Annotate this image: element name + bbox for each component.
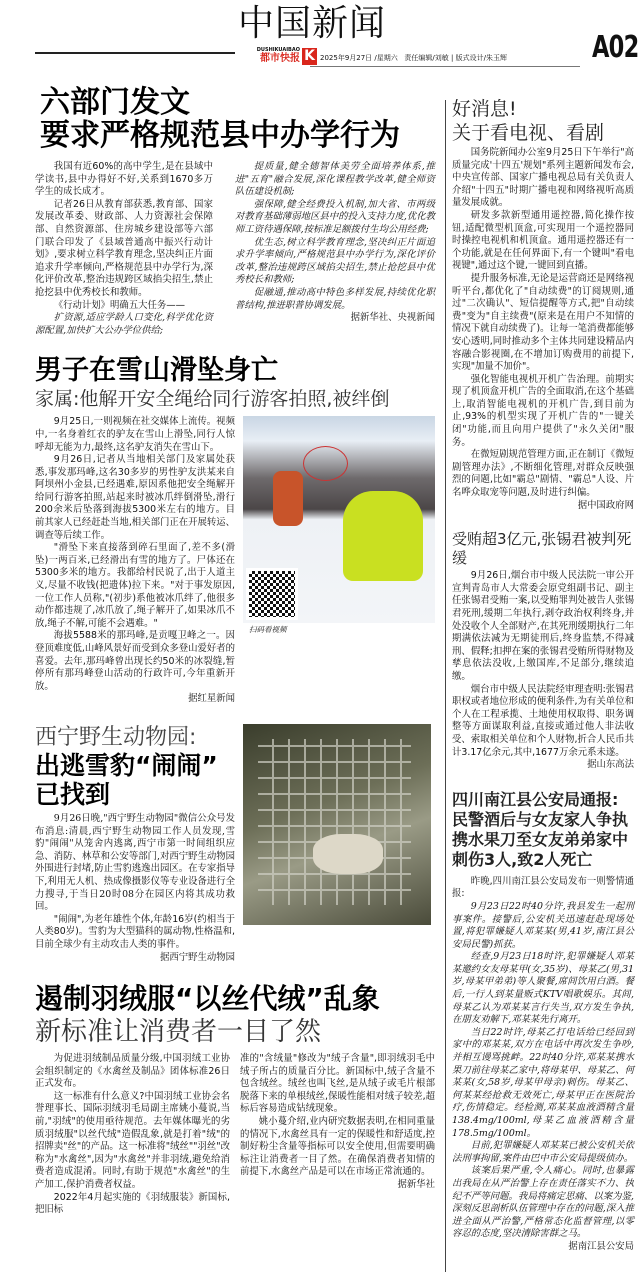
snow-leopard-photo [243, 724, 431, 925]
mountain-photo [243, 416, 435, 623]
subheadline: 新标准让消费者一目了然 [35, 1017, 322, 1048]
article-snow-leopard [35, 724, 435, 964]
paragraph: 强化智能电视机开机广告治理。前期实现了机顶盒开机广告的全面取消,在这个基础上,取消智能电视机的开机广告,到目前为止,93%的机型实现了开机广告的"一键关闭"功能,而且向用户提供了"永久关闭"服务。 [452, 373, 634, 448]
paragraph: "闹闹",为老年雄性个体,年龄16岁(约相当于人类80岁)。雪豹为大型猫科的属动物,性格温和,目前全球少有主动攻击人类的事件。 [35, 913, 235, 950]
article-snow-mountain [35, 355, 435, 706]
paragraph: 昨晚,四川南江县公安局发布一则警情通报: [452, 875, 634, 900]
paragraph: 国务院新闻办公室9月25日下午举行"高质量完成'十四五'规划"系列主题新闻发布会,中央宣传部、国家广播电视总局有关负责人介绍"十四五"时期广播电视和网络视听高质量发展成就。 [452, 147, 634, 209]
headline-block [452, 790, 634, 870]
paragraph: 扩资源,适应学龄人口变化,科学优化资源配置,加快扩大公办学位供给; [35, 312, 213, 336]
paragraph: 强保障,健全经费投入机制,加大省、市两级对教育基础薄弱地区县中的投入支持力度,优化教师工资待遇保障,按标准足额拨付生均公用经费; [235, 198, 435, 235]
paragraph: 烟台市中级人民法院经审理查明:张锡君职权或者地位形成的便利条件,为有关单位和个人在工程承揽、土地使用权取得、职务调整等方面谋取利益,直接或通过他人非法收受、索取相关单位和个人财物,折合人民币共计3.17亿余元,其中,1677万余元系未遂。 [452, 683, 634, 758]
paragraph: 海拔5588米的那玛峰,是贡嘎卫峰之一。因登顶难度低,山峰风景好而受到众多登山爱好者的喜爱。去年,那玛峰曾出现长约50米的冰裂缝,暂停所有那玛峰登山活动的行政许可,今年重新开放。 [35, 630, 235, 692]
logo-letter: K [304, 48, 315, 64]
paragraph: 姚小蔓介绍,业内研究数据表明,在相同重量的情况下,水禽丝具有一定的保暖性和舒适度,控制好粉尘含量等指标可以安全使用,但需要明确标注让消费者一目了然。在确保消费者知情的前提下,水禽丝产品是可以在市场正常流通的。 [240, 1116, 435, 1178]
paragraph: 提质量,健全德智体美劳全面培养体系,推进"五育"融合发展,深化课程教学改革,健全师资队伍建设机制; [235, 161, 435, 198]
paragraph: 该案后果严重,令人痛心。同时,也暴露出我局在从严治警上存在责任落实不力、执纪不严等问题。我局将痛定思痛、以案为鉴,深刻反思剖析队伍管理中存在的问题,深入推进全面从严治警,严格常态化监督管理,以零容忍的态度,坚决清除害群之马。 [452, 1165, 634, 1240]
source-credit: 据南江县公安局 [568, 1240, 634, 1252]
article-bribery [452, 530, 634, 772]
paragraph: 促融通,推动高中特色多样发展,持续优化职普结构,推进职普协调发展。 [235, 286, 435, 311]
headline: 遏制羽绒服“以丝代绒”乱象 [35, 982, 380, 1016]
article-body [35, 813, 235, 952]
headline: 受贿超3亿元,张锡君被判死缓 [452, 530, 632, 568]
headline: 关于看电视、看剧 [452, 122, 605, 144]
headline: 六部门发文 [40, 85, 190, 120]
article-body [452, 147, 634, 512]
paragraph: 9月23日22时40分许,我县发生一起刑事案件。接警后,公安机关迅速赶赴现场处置,将犯罪嫌疑人邓某某(男,41岁,南江县公安局民警)抓获。 [452, 900, 634, 950]
paper-logo [302, 48, 317, 65]
paragraph: 提升服务标准,无论是运营商还是网络视听平台,都优化了"自动续费"的订阅规则,通过"二次确认"、短信提醒等方式,把"自动续费"变为"自主续费"(原来是在用户不知情的情况下就自动续费了)。让每一笔消费都能够安心透明,同时推动多个主体共同建设精品内容融合影视圈,在不增加订购费用的前提下,实现"加量不加价"。 [452, 272, 634, 373]
section-title: 中国新闻 [238, 3, 387, 44]
paragraph: 9月26日,烟台市中级人民法院一审公开宣判青岛市人大常委会原党组副书记、副主任张锡君受贿一案,以受贿罪判处被告人张锡君死刑,缓期二年执行,剥夺政治权利终身,并处没收个人全部财产,在其死刑缓期执行二年期满依法减为无期徒刑后,终身监禁,不得减刑、假释;扣押在案的张锡君受贿所得财物及孳息依法没收,上缴国库,不足部分,继续追缴。 [452, 570, 634, 682]
paragraph: 我国有近60%的高中学生,是在县域中学读书,县中办得好不好,关系到1670多万学生的成长成才。 [35, 161, 213, 198]
article-body [35, 416, 235, 706]
column-divider [445, 100, 446, 1272]
headline: 四川南江县公安局通报: [452, 789, 619, 809]
source-credit: 据中国政府网 [577, 499, 634, 511]
paper-brand [238, 47, 300, 65]
headline: 要求严格规范县中办学行为 [40, 118, 400, 153]
paragraph: 《行动计划》明确五大任务—— [53, 299, 186, 311]
paragraph: 准的"含绒量"修改为"绒子含量",即羽绒羽毛中绒子所占的质量百分比。新国标中,绒子含量不包含绒丝。绒丝也叫飞丝,是从绒子或毛片根部脱落下来的单根绒丝,保暖性能相对绒子较差,超标后容易造成钻绒现象。 [240, 1053, 435, 1115]
article-column [35, 161, 213, 337]
left-area [35, 86, 435, 1235]
qr-code[interactable] [246, 568, 298, 620]
article-body [452, 570, 634, 772]
article-tv [452, 98, 634, 512]
source-credit: 据新华社 [397, 1179, 435, 1191]
headline: 民警酒后与女友家人争执 [452, 809, 629, 829]
paragraph: 这一标准有什么意义?中国羽绒工业协会名誉理事长、国际羽绒羽毛局副主席姚小蔓说,当前,"羽绒"的使用亟待规范。去年媒体曝光的劣质羽绒服"以丝代绒"造假乱象,就是打着"绒"的招牌卖"丝"的产品。这一标准将"绒丝""羽丝"改称为"水禽丝",因为"水禽丝"并非羽绒,避免给消费者造成混淆。同时,有助于规范"水禽丝"的生产加工,保护消费者权益。 [35, 1090, 230, 1191]
paragraph: 目前,犯罪嫌疑人邓某某已被公安机关依法刑事拘留,案件由巴中市公安局提级侦办。 [452, 1140, 634, 1164]
headline: 好消息! [452, 98, 517, 120]
paragraph: 优生态,树立科学教育理念,坚决纠正片面追求升学率倾向,严格规范县中办学行为,深化评价改革,整治违规跨区域掐尖招生,禁止抢挖县中优秀校长和教师; [235, 236, 435, 286]
page-number: A02 [592, 30, 639, 65]
subheadline: 家属:他解开安全绳给同行游客拍照,被绊倒 [35, 388, 390, 411]
headline-lead: 西宁野生动物园: [35, 724, 197, 750]
article-column [235, 161, 435, 325]
paragraph: 9月25日,一则视频在社交媒体上流传。视频中,一名身着红衣的驴友在雪山上滑坠,同行人惊呼却无能为力,最终,这名驴友消失在雪山下。 [35, 416, 235, 453]
headline: 男子在雪山滑坠身亡 [35, 355, 278, 387]
paragraph: 当日22时许,母某乙打电话给已经回到家中的邓某某,双方在电话中再次发生争吵,并相互谩骂挑衅。22时40分许,邓某某携水果刀前往母某乙家中,将母某甲、母某乙、何某某(女,58岁,母某甲母亲)刺伤。母某乙、何某某经抢救无效死亡,母某甲正在医院治疗,伤情稳定。经检测,邓某某血液酒精含量138.4mg/100ml,母某乙血液酒精含量178.5mg/100ml。 [452, 1026, 634, 1139]
paragraph: 在微短剧规范管理方面,正在制订《微短剧管理办法》,不断细化管理,对群众反映强烈的问题,比如"霸总"剧情、"霸总"人设、片名哗众取宠等问题,及时进行纠偏。 [452, 449, 634, 499]
dateline-rule [310, 66, 580, 67]
paragraph: 研发多款新型通用遥控器,简化操作按钮,适配微型机顶盒,可实现用一个遥控器同时操控电视机和机顶盒。通用遥控器还有一个功能,就是在任何界面下,有一个键叫"看电视键",通过这个键,一键回到直播。 [452, 209, 634, 272]
masthead-rule [35, 52, 235, 54]
article-down-jackets [35, 982, 435, 1217]
article-county-schools [35, 86, 435, 337]
article-nanjiang-police [452, 790, 634, 1254]
dateline: 2025年9月27日 /星期六 责任编辑/刘敏 | 版式设计/朱玉辉 [320, 54, 507, 62]
paragraph: "滑坠下来直接落到碎石里面了,差不多(滑坠)一两百米,已经滑出有雪的地方了。尸体还在5300多米的地方。我都给村民说了,出于人道主义,尽量不收钱(把遗体)拉下来。"对于事发原因,一位工作人员称,"(初步)系他被冰爪绊了,他很多动作都违规了,冰爪放了,绳子解开了,如果冰爪不放,绳子不解,可能不会遇难。" [35, 542, 235, 629]
paragraph: 9月26日晚,"西宁野生动物园"微信公众号发布消息:清晨,西宁野生动物园工作人员发现,雪豹"闹闹"从笼舍内逃离,西宁市第一时间组织应急、消防、林草和公安等部门,对西宁野生动物园外围进行封堵,防止雪豹逃逸出园区。在专家指导下,利用无人机、热成像摄影仪等专业设备进行全力搜寻,于当日20时08分在园区内将其成功救回。 [35, 812, 235, 913]
article-column [35, 1053, 230, 1217]
headline: 刺伤3人,致2人死亡 [452, 849, 593, 869]
paper-name: 都市快报 [260, 53, 300, 64]
paragraph: 为促进羽绒制品质量分级,中国羽绒工业协会组织制定的《水禽丝及制品》团体标准26日正式发布。 [35, 1053, 230, 1090]
headline: 携水果刀至女友弟弟家中 [452, 829, 629, 849]
article-column [240, 1053, 435, 1192]
source-credit: 据新华社、央视新闻 [350, 312, 435, 324]
article-body [452, 876, 634, 1254]
source-credit: 据西宁野生动物园 [159, 951, 235, 963]
paragraph: 2022年4月起实施的《羽绒服装》新国标,把旧标 [35, 1191, 230, 1216]
headline: 出逃雪豹“闹闹” [35, 750, 218, 780]
right-column [452, 98, 634, 1272]
qr-caption: 扫码看视频 [249, 625, 287, 635]
headline: 已找到 [35, 779, 111, 809]
paragraph: 经查,9月23日18时许,犯罪嫌疑人邓某某邀约女友母某甲(女,35岁)、母某乙(男,31岁,母某甲弟弟)等人聚餐,席间饮用白酒。餐后,一行人到某量贩式KTV唱歌娱乐。其间,母某乙认为邓某某言行失当,双方发生争执,在朋友劝解下,邓某某先行离开。 [452, 951, 634, 1026]
paper-pinyin: DUSHIKUAIBAO [256, 47, 300, 53]
paragraph: 记者26日从教育部获悉,教育部、国家发展改革委、财政部、人力资源社会保障部、自然资源部、住房城乡建设部等六部门联合印发了《县域普通高中振兴行动计划》,要求树立科学教育理念,坚决纠正片面追求升学率倾向,严格规范县中办学行为,深化评价改革,整治违规跨区域掐尖招生,禁止抢挖县中优秀校长和教师。 [35, 198, 213, 298]
source-credit: 据红星新闻 [188, 693, 235, 705]
source-credit: 据山东高法 [587, 759, 634, 771]
paragraph: 9月26日,记者从当地相关部门及家属处获悉,事发那玛峰,这名30多岁的男性驴友洪某来自阿坝州小金县,已经遇难,原因系他把安全绳解开给同行游客拍照,站起来时被冰爪绊倒滑坠,滑行200余米后坠落到海拔5300米左右的地方。目前其家人已经赶赴当地,相关部门正在开展转运、调查等后续工作。 [35, 454, 235, 541]
